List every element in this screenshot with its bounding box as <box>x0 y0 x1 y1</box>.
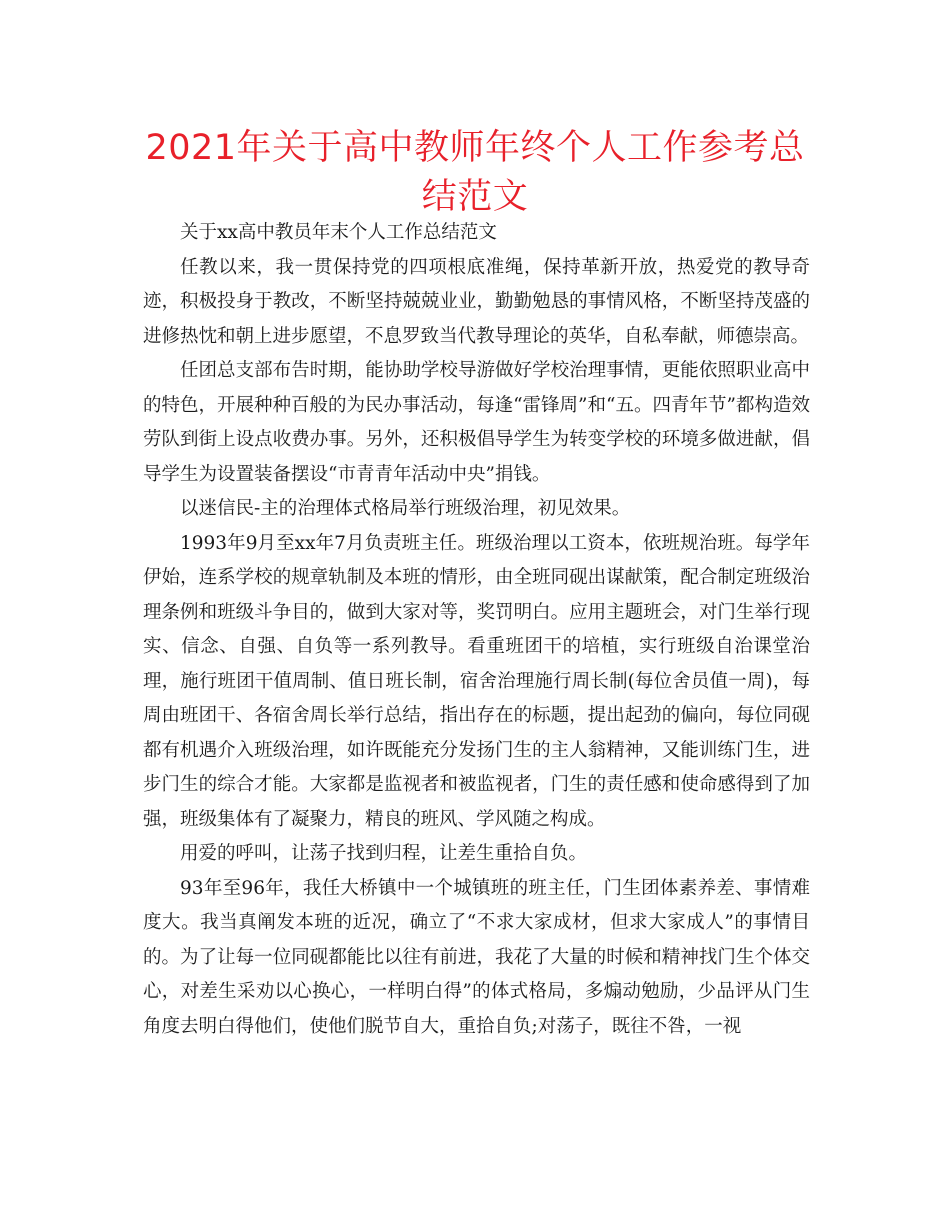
paragraph: 任教以来，我一贯保持党的四项根底准绳，保持革新开放，热爱党的教导奇迹，积极投身于教改，不断坚持兢兢业业，勤勤勉恳的事情风格，不断坚持茂盛的进修热忱和朝上进步愿望，不息罗致当代教导理论的英华，自私奉献，师德崇高。 <box>143 256 810 347</box>
section-heading: 用爱的呼叫，让荡子找到归程，让差生重拾自负。 <box>180 843 588 864</box>
paragraph: 任团总支部布告时期，能协助学校导游做好学校治理事情，更能依照职业高中的特色，开展种种百般的为民办事活动，每逢“雷锋周”和“五。四青年节”都构造效劳队到街上设点收费办事。另外，还积极倡导学生为转变学校的环境多做进献，倡导学生为设置装备摆设“市青青年活动中央”捐钱。 <box>143 360 810 485</box>
document-title: 2021年关于高中教师年终个人工作参考总结范文 <box>145 128 805 217</box>
paragraph: 93年至96年，我任大桥镇中一个城镇班的班主任，门生团体素养差、事情难度大。我当真阐发本班的近况，确立了“不求大家成材，但求大家成人”的事情目的。为了让每一位同砚都能比以往有前进，我花了大量的时候和精神找门生个体交心，对差生采劝以心换心，一样明白得”的体式格局，多煽动勉励，少品评从门生角度去明白得他们，使他们脱节自大，重拾自负;对荡子，既往不咎，一视 <box>143 877 810 1037</box>
paragraph-subtitle: 关于xx高中教员年末个人工作总结范文 <box>180 222 497 243</box>
document-body <box>143 216 810 1044</box>
paragraph: 1993年9月至xx年7月负责班主任。班级治理以工资本，依班规治班。每学年伊始，连系学校的规章轨制及本班的情形，由全班同砚出谋献策，配合制定班级治理条例和班级斗争目的，做到大家对等，奖罚明白。应用主题班会，对门生举行现实、信念、自强、自负等一系列教导。看重班团干的培植，实行班级自治课堂治理，施行班团干值周制、值日班长制，宿舍治理施行周长制(每位舍员值一周)，每周由班团干、各宿舍周长举行总结，指出存在的标题，提出起劲的偏向，每位同砚都有机遇介入班级治理，如许既能充分发扬门生的主人翁精神，又能训练门生，进步门生的综合才能。大家都是监视者和被监视者，门生的责任感和使命感得到了加强，班级集体有了凝聚力，精良的班风、学风随之构成。 <box>143 532 810 830</box>
section-heading: 以迷信民-主的治理体式格局举行班级治理，初见效果。 <box>180 498 631 519</box>
